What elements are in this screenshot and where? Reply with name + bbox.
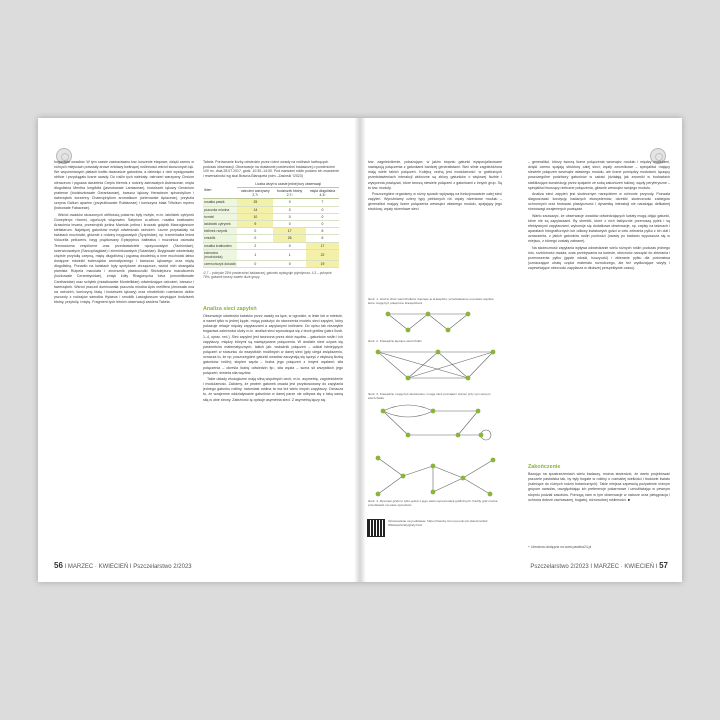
table-cell: 7 (306, 199, 339, 206)
table-header: bodziszek błotny 2,7¹ (273, 188, 306, 199)
table-footnote: ¹2,7 – pokrycie 25% powierzchni badawczej, gatunek występuje pojedynczo; 4,3 – pokrycie 75%, gatunek tworzy zwarte duże grupy. (203, 271, 332, 280)
table-cell: smuklik (203, 235, 237, 242)
section-heading: Analiza sieci zapyleń (203, 306, 257, 312)
table-cell: 0 (306, 213, 339, 220)
table-cell: 0 (273, 199, 306, 206)
illustration-caption: Ilustr. 1. Graf to zbiór wierzchołków i łączące je krawędzie; przedstawione w postaci węzłów, które mogą być połączone krawędziami (368, 297, 495, 305)
table-row (203, 220, 339, 227)
table-cell: 25 (237, 199, 273, 206)
table-cell: 0 (273, 242, 306, 249)
paragraph: Obserwacje odwiedzin kwiatów przez owady na łące, w ogrodzie, w lesie lub w mieście, a nawet tylko w jednej kępie, mogą posłużyć do stworzenia modelu sieci zapyleń, który pokazuje relacje między zapylaczami a zapylanymi roślinami. Do opisu tak niezwykle bogactwa zależności służy m.in. analiza sieci wywodząca się z teorii grafów (patrz Ilustr. 1–4, oprac. red.). Sieć zapyleń jest tworzona przez zbiór węzłów – gatunków roślin i ich zapylaczy, między którymi są nawiązywane połączenia. W analizie sieci używa się parametrów matematycznych, takich jak: wskaźnik połączeń – udział istniejących połączeń w stosunku do wszystkich możliwych w danej sieci (gdy ulega zwiększeniu, oznacza to, że np. poszczególne gatunki owadów zaczynają się łączyć z większą liczbą gatunków roślin); stopień węzła – liczba jego połączeń z innymi węzłami; siła połączenia – określa liczbę odwiedzin itp.; siła węzła – suma sił wszystkich jego połączeń; średnia siła węzłów. (203, 314, 343, 375)
paragraph: tzw. zagnieżdżenie, pokazujące, w jakim stopniu gatunki wyspecjalizowane nawiązują połączenia z gatunkami bardziej generalistami. Sieć silnie zagnieżdżona mają wiele takich połączeń. Kolejną cechą jest modularność: w graficznych przedstawieniach interakcji widoczne są zbiory gatunków o większej liczbie i wysycenia powiązań, które tworzą niewiele połączeń z gatunkami z innych grup. Są to tzw. moduły. (368, 160, 502, 190)
table-cell: 6 (306, 228, 339, 235)
footer-magazine: Pszczelarstwo 2/2023 (133, 564, 192, 570)
table-row (203, 249, 339, 260)
footer-issue: Pszczelarstwo 2/2023 I MARZEC · KWIECIEŃ I (530, 564, 658, 570)
right-page (360, 118, 682, 582)
table-header-plant: Ibień (203, 181, 237, 199)
table-cell: 17 (273, 228, 306, 235)
left-page (38, 118, 360, 582)
page-number: 56 (54, 561, 63, 570)
data-table-block (203, 160, 339, 279)
table-cell: 19 (306, 260, 339, 267)
graph-drawing (368, 403, 500, 441)
table-cell: 1 (273, 249, 306, 260)
table-header: mięta długolistna 4,3² (306, 188, 339, 199)
table-cell: 0 (273, 220, 306, 227)
graph-illustration-4 (368, 448, 500, 510)
table-cell: czerwończyk dukacik (204, 261, 236, 266)
paragraph: – generaliści, którzy tworzą liczne połączenia wewnątrz modułu i między modułami, dzięki czemu spajają strukturę całej sieci; węzły zwornikowe – specjaliści mający niewiele połączeń wewnątrz własnego modułu, ale liczne pomiędzy modułami, łączący poszczególne podzbiory gatunków w całość (działają jak zworniki w budowlach stabilizujące konstrukcję przez spajanie ze sobą zakończeń łuków); węzły peryferyczne – specjaliści tworzący nieliczne połączenia, głównie wewnątrz swojego modułu. (528, 160, 670, 190)
illustration-caption: Ilustr. 4. Rysunek grafu to tylko jedna z jego wielu reprezentacji graficznych. Każdy graf można przedstawić na wiele sposobów (368, 499, 498, 507)
table-cell: ścierwica (muchówka) (203, 249, 237, 260)
table-cell: 0 (237, 228, 273, 235)
graph-illustration-1 (368, 298, 500, 336)
table-cell: 6 (306, 235, 339, 242)
table-row (203, 260, 339, 267)
magazine-spread (38, 118, 682, 582)
paragraph: Bazując na spostrzeżeniach wielu badaczy, można stwierdzić, że warto projektować pszczele pastwiska tak, by były bogate w rośliny o rozmaitej wielkości i budowie kwiatu (należące do różnych rodzin botanicznych). Takie miejsca zapewnią pożywienie różnym grupom owadów, uwzględniając ich preferencje pokarmowe i umożliwiając w pewnym stopniu podział zasobów. Pomogą nam w tym obserwacje w naturze oraz pielęgnacja i ochrona dobrze zachowanej, bogatej, różnorodnej roślinności. ■ (528, 472, 670, 502)
table-cell: 10 (237, 213, 273, 220)
right-footer (530, 561, 668, 570)
paragraph: Poszczególne organizmy w różny sposób wpływają na funkcjonowanie całej sieci zapyleń. Wyróżniamy cztery typy pełnionych ról: węzły rdzeniowe modułu – generaliści mający liczne połączenia wewnątrz własnego modułu, spajający jego strukturę; węzły rdzeniowe sieci (368, 191, 502, 212)
table-cell: 0 (273, 213, 306, 220)
left-column-1 (54, 160, 194, 554)
table-cell: 22 (306, 249, 339, 260)
illustration-caption: Ilustr. 3. Krawędzie mogą być wielokrotne i mogą mieć początek i koniec przy tym samym wierzchołku (368, 392, 491, 400)
table-row (203, 228, 339, 235)
table-cell: 0 (273, 260, 306, 267)
table-row (203, 199, 339, 206)
right-column-2 (528, 160, 670, 460)
graph-drawing (368, 308, 500, 336)
table-cell: rusałka kratkowiec (203, 242, 237, 249)
graph-drawing (368, 346, 500, 384)
paragraph: Warto zauważyć, że obserwacje owadów odwiedzających kwiaty mogą objąć gatunki, które nie są zapylaczami. By określić, które z nich faktycznie przenoszą pyłek i są efektywnymi zapylaczami, wykonuje się dodatkowe obserwacje, np. zapisy na taśmach i aparatach fotograficznych lub odłowy kwiatowych gości w celu zebrania pyłku z ich ciał i oznaczenia, z jakich gatunków roślin pochodzi (owady po badaniu wypuszcza się w miejscu, z którego zostały zabrane). (528, 213, 670, 244)
right-column-1 (368, 160, 502, 296)
table-cell: 0 (273, 206, 306, 213)
left-footer (54, 561, 192, 570)
table-cell: pszczoła miodna (203, 206, 237, 213)
table-cell: 0 (237, 235, 273, 242)
section-heading: Zakończenie (528, 464, 561, 470)
footer-issue: I MARZEC · KWIECIEŃ I (64, 564, 132, 570)
table-cell: 26 (273, 235, 306, 242)
graph-illustration-2 (368, 340, 500, 384)
literature-note: + Literatura dostępna na www.pasieka24.pl (528, 545, 592, 549)
table-cell: 9 (237, 220, 273, 227)
paragraph: Wśród owadów skuszonych obfitością pokarmu były motyle, m.in. latolistek cytrynek Gonepteryx rhamni, ogończyk wiązowiec Satyrium w-album, rusałka kratkowiec Araschnia levana, przestrojnik jurtina Maniola jurtina i kruczak gołębik Macroglossum stellatarum. Najwięcej gatunków motyli odwiedzało ostrożeń. Liczne przysiadały na kwiatach muchówki, głównie z rodziny bzygowatych (Syrphidae), np. trzmielówka leśna Volucella pellucens, bzyg prążkowany Episyrphus balteatus i mozolnica osowata Temnostoma vespiforme oraz przedstawiciele rączycowatych (Tachinidae), ścierwicowatych (Sarcophagidae) i ziemiórkowatych (Sciaridae). Bzygowate odwiedzały chętnie przytulię czepną, miętę długolistną i pępawę dwuletnią a inne muchówki łatwo dostępne miodniki świerząbka aromatycznego i barszczu łąkowego oraz miętę długolistną. Ponadto na kwiatach były spotykane chrząszcze, wśród nich strangalia plamista Rutpela maculata i zmorsznik płaskoczułki Stictoleptura maculicornis (kózkowate Cerambycidae), zmięk żółty Rhagonycha fulva (omomiłkowate Cantharidae) oraz schyłek (miastkowate Mordellidae) odwiedzające ostrożeń, barszcz i świerząbek. Wśród pszczół dominowała pszczoła miodna Apis mellifera (żerowała ona na ostrożeń, koniczynę białą i bodziszek łąkowy) oraz niewielkich rozmiarów dzikie pszczoły z rodzajów samotka Hylaeus i smuklik Lasioglossum wizytujące bodziszek błotny, przytulię i miętę. Fragment tych letnich obserwacji zawiera Tabela. (54, 212, 194, 305)
table-header: ostrożeń warzywny 2,7¹ (237, 188, 273, 199)
table-cell: 0 (237, 260, 273, 267)
paragraph: Na skuteczność zapylania wpływa odwiedzanie wielu różnych roślin podczas jednego lotu, rozbiórność owada, czas przebywania na kwiecie, obecność narządzi do zbierania i przenoszenia pyłku (gęste włoski, koszyczki) i zbieranie pyłku dla potomstwa (oznaczające utratę części materiału rozrodczego, ale też wydłużające wizyty i zapewniające obecność zapylacza w dłuższej perspektywie czasu). (528, 245, 670, 271)
table-row (203, 213, 339, 220)
table-row (203, 206, 339, 213)
source-note: Opracowanie na podstawie: https://zasoby.mnm.pw.edu.pl/~tkaczmarski/ Wikiwsp/Grafy/grafy.html (388, 519, 488, 527)
table-cell: bielinek rzepnik (203, 228, 237, 235)
table-row (203, 235, 339, 242)
table-row (203, 242, 339, 249)
table-cell: 0 (306, 220, 339, 227)
paragraph: Analiza sieci zapyleń jest skutecznym narzędziem w ochronie przyrody. Pozwala diagnozować kondycję badanych ekosystemów, określić skuteczność zabiegów ochronnych oraz testować plastyczność i dynamikę interakcji nie narażając delikatnej równowagi wzajemnych powiązań. (528, 191, 670, 212)
table-cell: trzmiel (203, 213, 237, 220)
observation-table (203, 181, 339, 268)
table-cell: rusałka pawik (203, 199, 237, 206)
graph-illustration-3 (368, 393, 500, 441)
table-cell: 0 (306, 206, 339, 213)
table-caption: Tabela. Porównanie liczby odwiedzin przez różne owady na roślinach kwitnących podczas obserwacji. Obserwacje na dostawnie powierzchni badawczej o powierzchni 100 m², dnia 28.07.2017, godz. 10:30–14:00. Pod nazwami roślin podano ich znaczenie i rewersalność wg skal Brauna-Blanqueta (wim –Zasinski ′/2023) (203, 160, 340, 178)
table-header-span: Liczba wizyt w czasie jednej tury obserwacji (237, 181, 339, 188)
page-number: 57 (659, 561, 668, 570)
graph-drawing (368, 448, 500, 500)
illustration-caption: Ilustr. 2. Krawędzie łączące wierzchołki (368, 339, 422, 343)
paragraph: bogactwie owadów. W tym czasie zastosowano tzw. koszenie etapowe, dzięki czemu w różnych miejscach powstały arowe enklawy kwitnącej roślinności wśród skoszonych łąk. We wspomnianych płatach kwitło dwanaście gatunków, a dziewięć z nich występowało obficie i przyciągało liczne owady. Do roślin tych należały: ostrożeń warzywny Cirsium oleraceum i pępawa dwuletnia Crepis biennis z rodziny astrowatych Asteraceae, mięta długolistna Mentha longifolia (jasnotowate Lamiaceae), bodziszek łąkowy Geranium pratense (bodziszkowate Geraniaceae), barszcz łąkowy Heracleum sphondylium i świerząbek korzenny Chaerophyllum aromaticum (selerowate Apiaceae), przytulia czepna Galium aparine (przytulikowate Rubiaceae) i koniczyna biała Trifolium repens (bobowate Fabaceae). (54, 160, 194, 211)
table-cell: 1 (237, 249, 273, 260)
spine-shadow (354, 118, 366, 582)
left-column-2 (203, 304, 343, 556)
qr-code[interactable] (368, 520, 384, 536)
table-cell: 17 (306, 242, 339, 249)
paragraph: Takie układy ekologiczne mają silną współnych cech, m.in. asymetrię, zagnieżdżenie i modularność. Załóżmy, że pewien gatunek owada jest przystosowany do zapylania jednego gatunku rośliny, natomiast roślina ta ma też wielu innych zapylaczy. Oznacza to, że wzajemne oddziaływanie gatunków w danej parze nie odbywa się z taką samą siłą w obie strony. Zależność tę opisuje asymetria sieci. Z asymetrią łączy się (203, 376, 343, 402)
table-cell: 2 (237, 242, 273, 249)
table-cell: latolistek cytrynek (203, 220, 237, 227)
table-cell: 14 (237, 206, 273, 213)
right-column-2-end (528, 462, 670, 546)
